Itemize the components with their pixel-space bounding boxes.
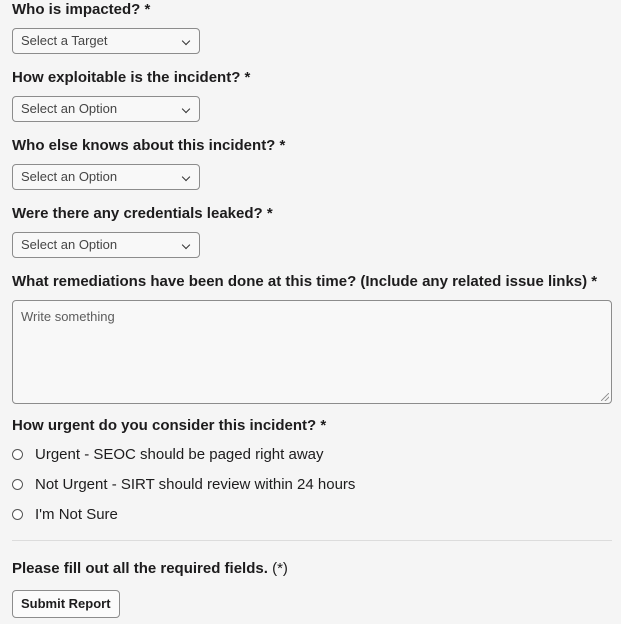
remediations-textarea[interactable] [12, 300, 612, 404]
field-credentials-leaked [12, 205, 273, 223]
radio-label: Urgent - SEOC should be paged right away [35, 445, 324, 463]
field-label: Were there any credentials leaked? * [12, 205, 273, 222]
field-label: How exploitable is the incident? * [12, 69, 251, 86]
chevron-down-icon [182, 241, 190, 249]
urgency-option-not-urgent[interactable] [12, 474, 355, 494]
field-urgency [12, 417, 326, 435]
select-value: Select an Option [21, 237, 118, 252]
field-label: Who else knows about this incident? * [12, 137, 286, 154]
select-value: Select an Option [21, 169, 118, 184]
field-exploitable [12, 69, 250, 87]
required-fields-note [12, 560, 288, 577]
resize-handle-icon[interactable] [601, 393, 609, 401]
divider [12, 540, 612, 541]
urgency-option-urgent[interactable] [12, 444, 324, 464]
field-label: What remediations have been done at this time? (Include any related issue links) * [12, 273, 598, 290]
chevron-down-icon [182, 173, 190, 181]
radio-button[interactable] [12, 479, 23, 490]
field-remediations [12, 273, 597, 291]
required-marker: (*) [272, 560, 288, 577]
radio-label: Not Urgent - SIRT should review within 24 hours [35, 475, 356, 493]
field-label: How urgent do you consider this incident? * [12, 417, 327, 434]
radio-label: I'm Not Sure [35, 505, 118, 523]
select-value: Select a Target [21, 33, 108, 48]
field-who-impacted [12, 1, 150, 19]
textarea-placeholder: Write something [21, 309, 115, 324]
chevron-down-icon [182, 37, 190, 45]
submit-report-button[interactable]: Submit Report [12, 590, 120, 618]
chevron-down-icon [182, 105, 190, 113]
radio-button[interactable] [12, 449, 23, 460]
select-value: Select an Option [21, 101, 118, 116]
target-select[interactable] [12, 28, 200, 54]
radio-button[interactable] [12, 509, 23, 520]
field-label: Who is impacted? * [12, 1, 151, 18]
field-who-else-knows [12, 137, 285, 155]
urgency-option-not-sure[interactable] [12, 504, 118, 524]
required-note-text: Please fill out all the required fields. [12, 560, 268, 577]
exploitable-select[interactable] [12, 96, 200, 122]
credentials-select[interactable] [12, 232, 200, 258]
who-knows-select[interactable] [12, 164, 200, 190]
